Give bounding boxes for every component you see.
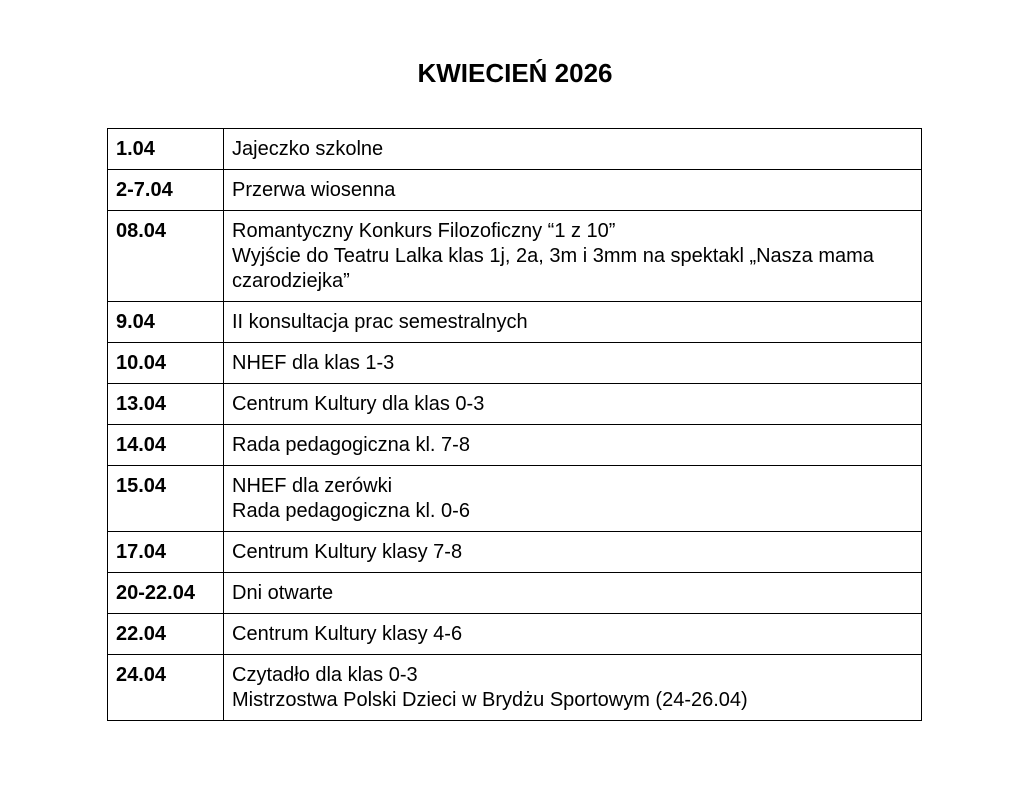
date-cell: 17.04 [108,532,224,573]
event-text: Centrum Kultury klasy 4-6 [232,623,463,645]
events-table [107,128,922,721]
events-cell [224,211,922,302]
date-cell: 2-7.04 [108,170,224,211]
event-text: Romantyczny Konkurs Filozoficzny “1 z 10” [232,220,616,242]
date-cell: 20-22.04 [108,573,224,614]
event-text: Czytadło dla klas 0-3 [232,664,418,686]
date-cell: 22.04 [108,614,224,655]
table-row [108,170,922,211]
table-row [108,211,922,302]
table-row [108,302,922,343]
date-cell: 9.04 [108,302,224,343]
date-cell: 14.04 [108,425,224,466]
event-text: NHEF dla zerówki [232,475,393,497]
events-cell [224,614,922,655]
date-cell: 24.04 [108,655,224,721]
table-row [108,129,922,170]
events-cell [224,384,922,425]
events-cell [224,425,922,466]
table-row [108,425,922,466]
event-text: Rada pedagogiczna kl. 7-8 [232,434,470,456]
table-row [108,343,922,384]
date-cell: 08.04 [108,211,224,302]
event-text: Centrum Kultury dla klas 0-3 [232,393,485,415]
events-cell [224,573,922,614]
event-text: Mistrzostwa Polski Dzieci w Brydżu Sportowym (24-26.04) [232,689,748,711]
table-row [108,532,922,573]
table-row [108,655,922,721]
event-text: Centrum Kultury klasy 7-8 [232,541,463,563]
date-cell: 10.04 [108,343,224,384]
event-text: Dni otwarte [232,582,334,604]
events-cell [224,532,922,573]
events-cell [224,129,922,170]
event-text: Rada pedagogiczna kl. 0-6 [232,500,470,522]
table-row [108,573,922,614]
event-text: II konsultacja prac semestralnych [232,311,528,333]
event-text: Przerwa wiosenna [232,179,396,201]
date-cell: 15.04 [108,466,224,532]
table-row [108,384,922,425]
events-cell [224,466,922,532]
event-text: Wyjście do Teatru Lalka klas 1j, 2a, 3m i 3mm na spektakl „Nasza mama czarodziejka” [232,245,874,292]
event-text: Jajeczko szkolne [232,138,384,160]
event-text: NHEF dla klas 1-3 [232,352,395,374]
table-row [108,466,922,532]
events-cell [224,655,922,721]
date-cell: 1.04 [108,129,224,170]
events-cell [224,343,922,384]
table-row [108,614,922,655]
date-cell: 13.04 [108,384,224,425]
events-cell [224,302,922,343]
events-cell [224,170,922,211]
page-title: KWIECIEŃ 2026 [417,58,613,88]
